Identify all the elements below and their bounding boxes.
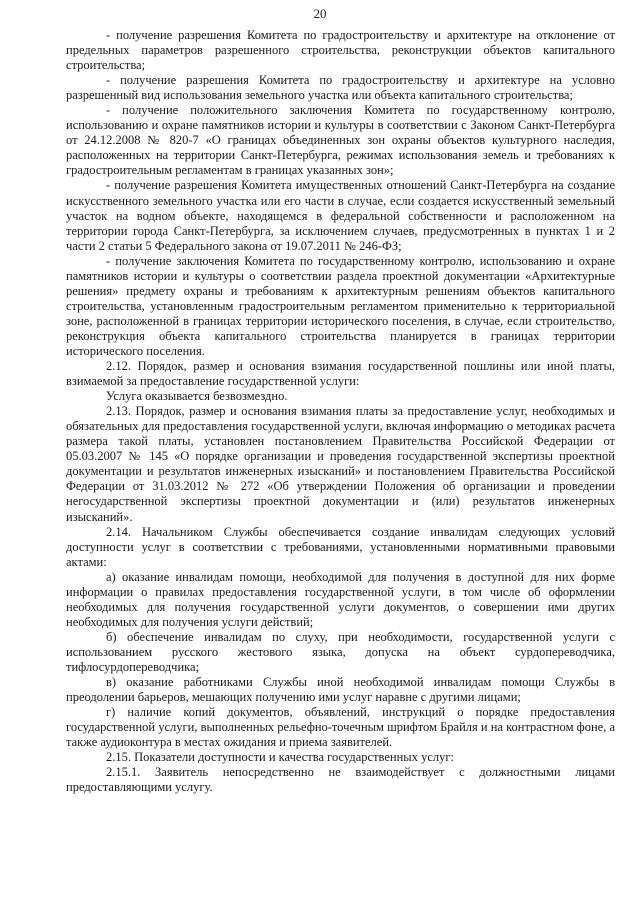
paragraph: 2.12. Порядок, размер и основания взимания государственной пошлины или иной платы, взимаемой за предоставление государственной услуги:	[66, 359, 615, 389]
paragraph: - получение разрешения Комитета по градостроительству и архитектуре на отклонение от предельных параметров разрешенного строительства, реконструкции объектов капитального строительства;	[66, 28, 615, 73]
paragraph: в) оказание работниками Службы иной необходимой инвалидам помощи Службы в преодолении барьеров, мешающих получению ими услуг наравне с другими лицами;	[66, 675, 615, 705]
paragraph: - получение разрешения Комитета по градостроительству и архитектуре на условно разрешенный вид использования земельного участка или объекта капитального строительства;	[66, 73, 615, 103]
paragraph: - получение разрешения Комитета имущественных отношений Санкт-Петербурга на создание искусственного земельного участка или его части в случае, если создается искусственный земельный участок на водном объекте, находящемся в федеральной собственности и расположенном на территории города Санкт-Петербурга, за исключением случаев, предусмотренных в пунктах 1 и 2 части 2 статьи 5 Федерального закона от 19.07.2011 № 246-ФЗ;	[66, 178, 615, 253]
paragraph: а) оказание инвалидам помощи, необходимой для получения в доступной для них форме информации о правилах предоставления государственной услуги, в том числе об оформлении необходимых для получения государственной услуги документов, о совершении ими других необходимых для получения услуги действий;	[66, 569, 615, 629]
paragraph: Услуга оказывается безвозмездно.	[106, 389, 288, 404]
paragraph: - получение заключения Комитета по государственному контролю, использованию и охране памятников истории и культуры о соответствии раздела проектной документации «Архитектурные решения» предмету охраны и требованиям к архитектурным решениям объектов капитального строительства, установленным градостроительным регламентом применительно к территориальной зоне, расположенной в границах территории исторического поселения, в случае, если строительство, реконструкция объекта капитального строительства планируется в границах территории исторического поселения.	[66, 253, 615, 358]
paragraph: г) наличие копий документов, объявлений, инструкций о порядке предоставления государственной услуги, выполненных рельефно-точечным шрифтом Брайля и на контрастном фоне, а также аудиоконтура в местах ожидания и приема заявителей.	[66, 705, 615, 750]
paragraph: 2.15. Показатели доступности и качества государственных услуг:	[106, 750, 454, 765]
paragraph: 2.15.1. Заявитель непосредственно не взаимодействует с должностными лицами предоставляющими услугу.	[66, 765, 615, 795]
paragraph: - получение положительного заключения Комитета по государственному контролю, использованию и охране памятников истории и культуры в соответствии с Законом Санкт-Петербурга от 24.12.2008 № 820-7 «О границах объединенных зон охраны объектов культурного наследия, расположенных на территории Санкт-Петербурга, режимах использования земель и требованиях к градостроительным регламентам в границах указанных зон»;	[66, 103, 615, 178]
paragraph: б) обеспечение инвалидам по слуху, при необходимости, государственной услуги с использованием русского жестового языка, допуска на объект сурдопереводчика, тифлосурдопереводчика;	[66, 629, 615, 674]
paragraph: 2.13. Порядок, размер и основания взимания платы за предоставление услуг, необходимых и обязательных для предоставления государственной услуги, включая информацию о методиках расчета размера такой платы, установлен постановлением Правительства Российской Федерации от 05.03.2007 № 145 «О порядке организации и проведения государственной экспертизы проектной документации и результатов инженерных изысканий» и постановлением Правительства Российской Федерации от 31.03.2012 № 272 «Об утверждении Положения об организации и проведении негосударственной экспертизы проектной документации и (или) результатов инженерных изысканий».	[66, 404, 615, 524]
page-number: 20	[313, 6, 327, 21]
paragraph: 2.14. Начальником Службы обеспечивается создание инвалидам следующих условий доступности услуг в соответствии с требованиями, установленными нормативными правовыми актами:	[66, 524, 615, 569]
body-text	[66, 28, 615, 795]
